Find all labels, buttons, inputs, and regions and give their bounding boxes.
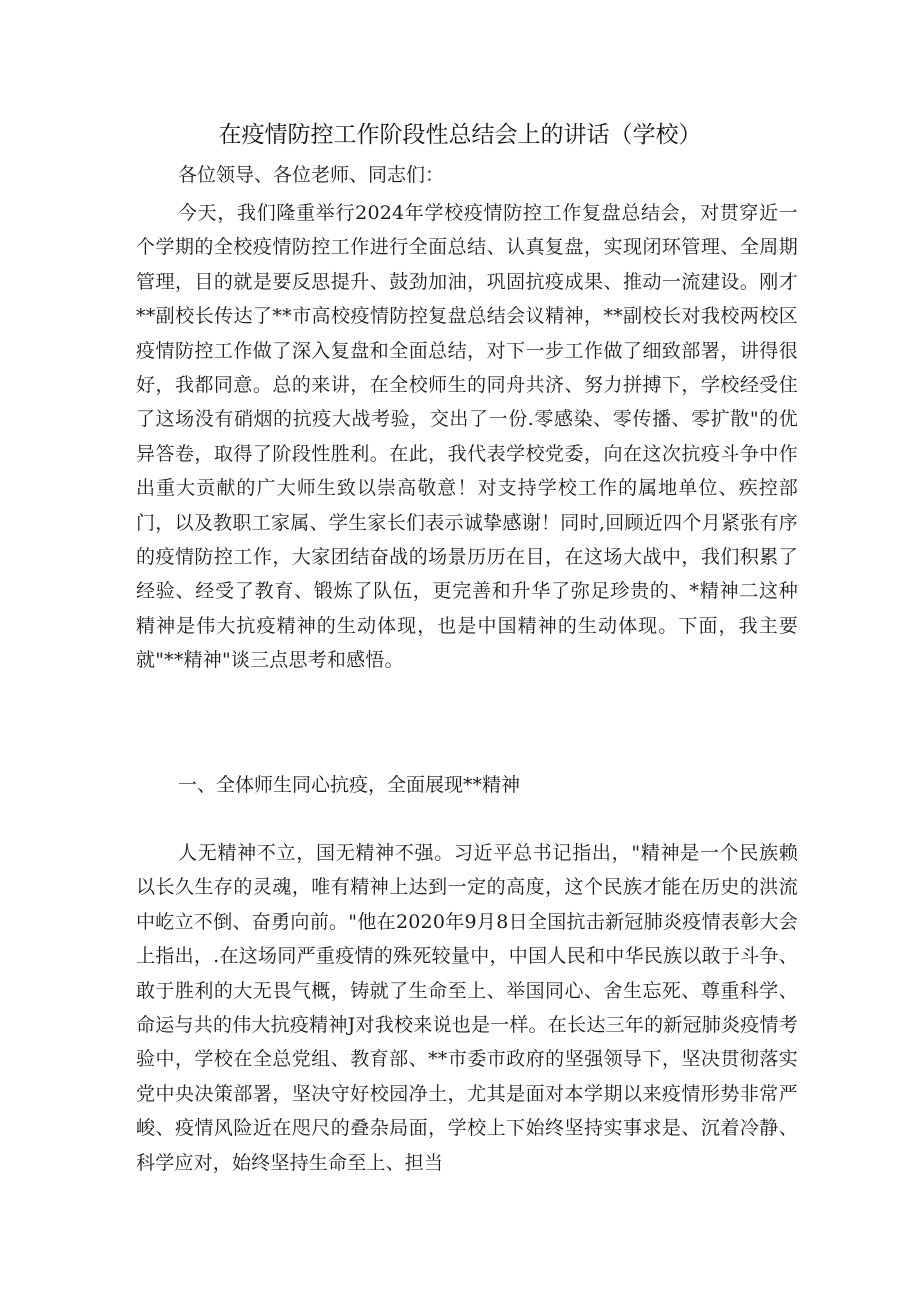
document-title: 在疫情防控工作阶段性总结会上的讲话（学校） (218, 122, 702, 148)
salutation: 各位领导、各位老师、同志们： (178, 164, 445, 186)
section-heading-1: 一、全体师生同心抗疫，全面展现**精神 (178, 774, 521, 796)
section-paragraph-1: 人无精神不立，国无精神不强。习近平总书记指出，"精神是一个民族赖以长久生存的灵魂，唯有精神上达到一定的高度，这个民族才能在历史的洪流中屹立不倒、奋勇向前。"他在2020年9月8日全国抗击新冠肺炎疫情表彰大会上指出，.在这场同严重疫情的殊死较量中，中国人民和中华民族以敢于斗争、敢于胜利的大无畏气概，铸就了生命至上、举国同心、舍生忘死、尊重科学、命运与共的伟大抗疫精神J对我校来说也是一样。在长达三年的新冠肺炎疫情考验中，学校在全总党组、教育部、**市委市政府的坚强领导下，坚决贯彻落实党中央决策部署，坚决守好校园净土，尤其是面对本学期以来疫情形势非常严峻、疫情风险近在咫尺的叠杂局面，学校上下始终坚持实事求是、沉着冷静、科学应对，始终坚持生命至上、担当 (136, 842, 798, 1174)
body-paragraph-1: 今天，我们隆重举行2024年学校疫情防控工作复盘总结会，对贯穿近一个学期的全校疫情防控工作进行全面总结、认真复盘，实现闭环管理、全周期管理，目的就是要反思提升、鼓劲加油，巩固抗疫成果、推动一流建设。刚才**副校长传达了**市高校疫情防控复盘总结会议精神，**副校长对我校两校区疫情防控工作做了深入复盘和全面总结，对下一步工作做了细致部署，讲得很好，我都同意。总的来讲，在全校师生的同舟共济、努力拼搏下，学校经受住了这场没有硝烟的抗疫大战考验，交出了一份.零感染、零传播、零扩散"的优异答卷，取得了阶段性胜利。在此，我代表学校党委，向在这次抗疫斗争中作出重大贡献的广大师生致以崇高敬意！对支持学校工作的属地单位、疾控部门，以及教职工家属、学生家长们表示诚挚感谢！同时,回顾近四个月紧张有序的疫情防控工作，大家团结奋战的场景历历在目，在这场大战中，我们积累了经验、经受了教育、锻炼了队伍，更完善和升华了弥足珍贵的、*精神二这种精神是伟大抗疫精神的生动体现，也是中国精神的生动体现。下面，我主要就"**精神"谈三点思考和感悟。 (136, 202, 798, 672)
